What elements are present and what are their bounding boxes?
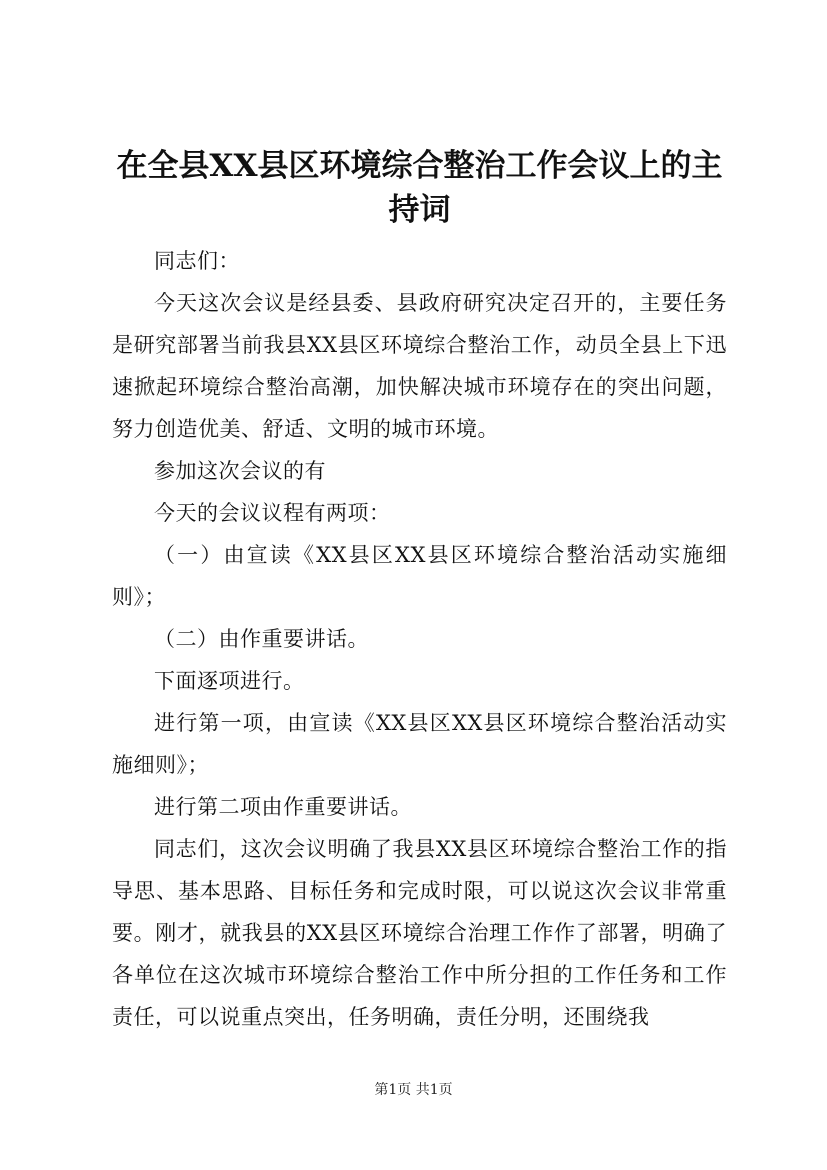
paragraph-salutation: 同志们： xyxy=(154,249,240,273)
document-body xyxy=(112,240,727,1038)
paragraph-attendees: 参加这次会议的有 xyxy=(154,459,326,483)
paragraph-intro: 今天这次会议是经县委、县政府研究决定召开的，主要任务是研究部署当前我县XX县区环境综合整治工作，动员全县上下迅速掀起环境综合整治高潮，加快解决城市环境存在的突出问题，努力创造优美、舒适、文明的城市环境。 xyxy=(112,291,727,441)
paragraph-item-1: 进行第一项，由宣读《XX县区XX县区环境综合整治活动实施细则》； xyxy=(112,711,727,777)
page-footer: 第1页 共1页 xyxy=(374,1082,453,1098)
paragraph-proceed: 下面逐项进行。 xyxy=(154,669,305,693)
paragraph-agenda: 今天的会议议程有两项： xyxy=(154,501,391,525)
document-page xyxy=(112,0,727,1170)
paragraph-agenda-item-1: （一）由宣读《XX县区XX县区环境综合整治活动实施细则》； xyxy=(112,543,727,609)
paragraph-summary: 同志们，这次会议明确了我县XX县区环境综合整治工作的指导思、基本思路、目标任务和完成时限，可以说这次会议非常重要。刚才，就我县的XX县区环境综合治理工作作了部署，明确了各单位在这次城市环境综合整治工作中所分担的工作任务和工作责任，可以说重点突出，任务明确，责任分明，还围绕我 xyxy=(112,837,727,1029)
paragraph-item-2: 进行第二项由作重要讲话。 xyxy=(154,795,412,819)
paragraph-agenda-item-2: （二）由作重要讲话。 xyxy=(154,627,369,651)
document-title: 在全县XX县区环境综合整治工作会议上的主 持词 xyxy=(116,148,723,228)
